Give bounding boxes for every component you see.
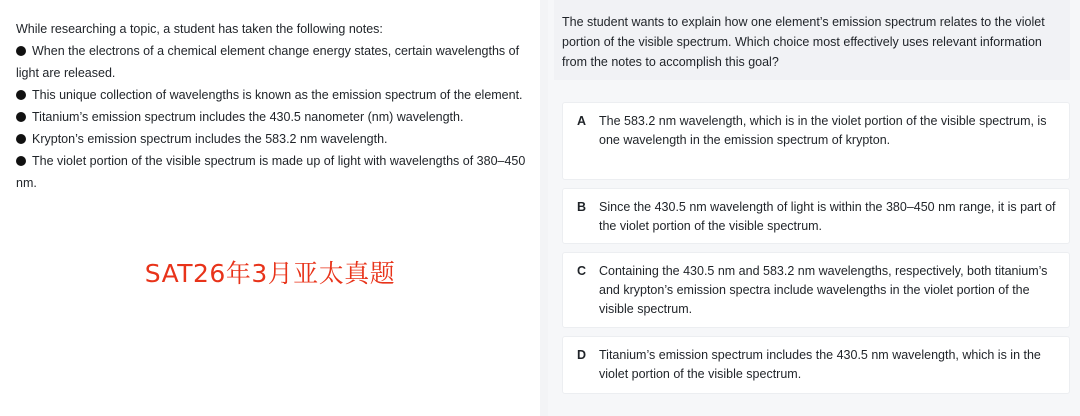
watermark-text: SAT26年3月亚太真题 <box>144 259 396 288</box>
bullet-icon <box>16 90 26 100</box>
passage-intro: While researching a topic, a student has taken the following notes: <box>16 22 383 36</box>
note-item: Titanium’s emission spectrum includes the 430.5 nanometer (nm) wavelength. <box>16 106 526 128</box>
bullet-icon <box>16 134 26 144</box>
bullet-icon <box>16 112 26 122</box>
note-item: The violet portion of the visible spectrum is made up of light with wavelengths of 380–450 nm. <box>16 154 526 190</box>
question-stem: The student wants to explain how one element’s emission spectrum relates to the violet portion of the visible spectrum. Which choice most effectively uses relevant information from the notes to accomplish this goal? <box>554 0 1070 80</box>
passage <box>16 18 526 194</box>
bullet-icon <box>16 156 26 166</box>
choice-a[interactable] <box>562 102 1070 180</box>
choice-d[interactable] <box>562 336 1070 394</box>
note-item: When the electrons of a chemical element change energy states, certain wavelengths of light are released. <box>16 44 520 80</box>
pane-divider[interactable] <box>540 0 548 416</box>
choice-letter: C <box>577 264 587 278</box>
choice-letter: A <box>577 114 587 128</box>
choice-c[interactable] <box>562 252 1070 328</box>
bullet-icon <box>16 46 26 56</box>
choice-letter: D <box>577 348 587 362</box>
note-item: This unique collection of wavelengths is known as the emission spectrum of the element. <box>16 84 526 106</box>
answer-choices <box>562 102 1070 394</box>
note-item: Krypton’s emission spectrum includes the 583.2 nm wavelength. <box>16 128 526 150</box>
choice-text: Since the 430.5 nm wavelength of light is within the 380–450 nm range, it is part of the violet portion of the visible spectrum. <box>599 200 1056 233</box>
choice-letter: B <box>577 200 587 214</box>
choice-text: Containing the 430.5 nm and 583.2 nm wavelengths, respectively, both titanium’s and krypton’s emission spectra include wavelengths in the violet portion of the visible spectrum. <box>599 264 1048 316</box>
choice-text: Titanium’s emission spectrum includes the 430.5 nm wavelength, which is in the violet portion of the visible spectrum. <box>599 348 1041 381</box>
question-pane <box>548 0 1080 416</box>
choice-b[interactable] <box>562 188 1070 244</box>
choice-text: The 583.2 nm wavelength, which is in the violet portion of the visible spectrum, is one wavelength in the emission spectrum of krypton. <box>599 114 1047 147</box>
